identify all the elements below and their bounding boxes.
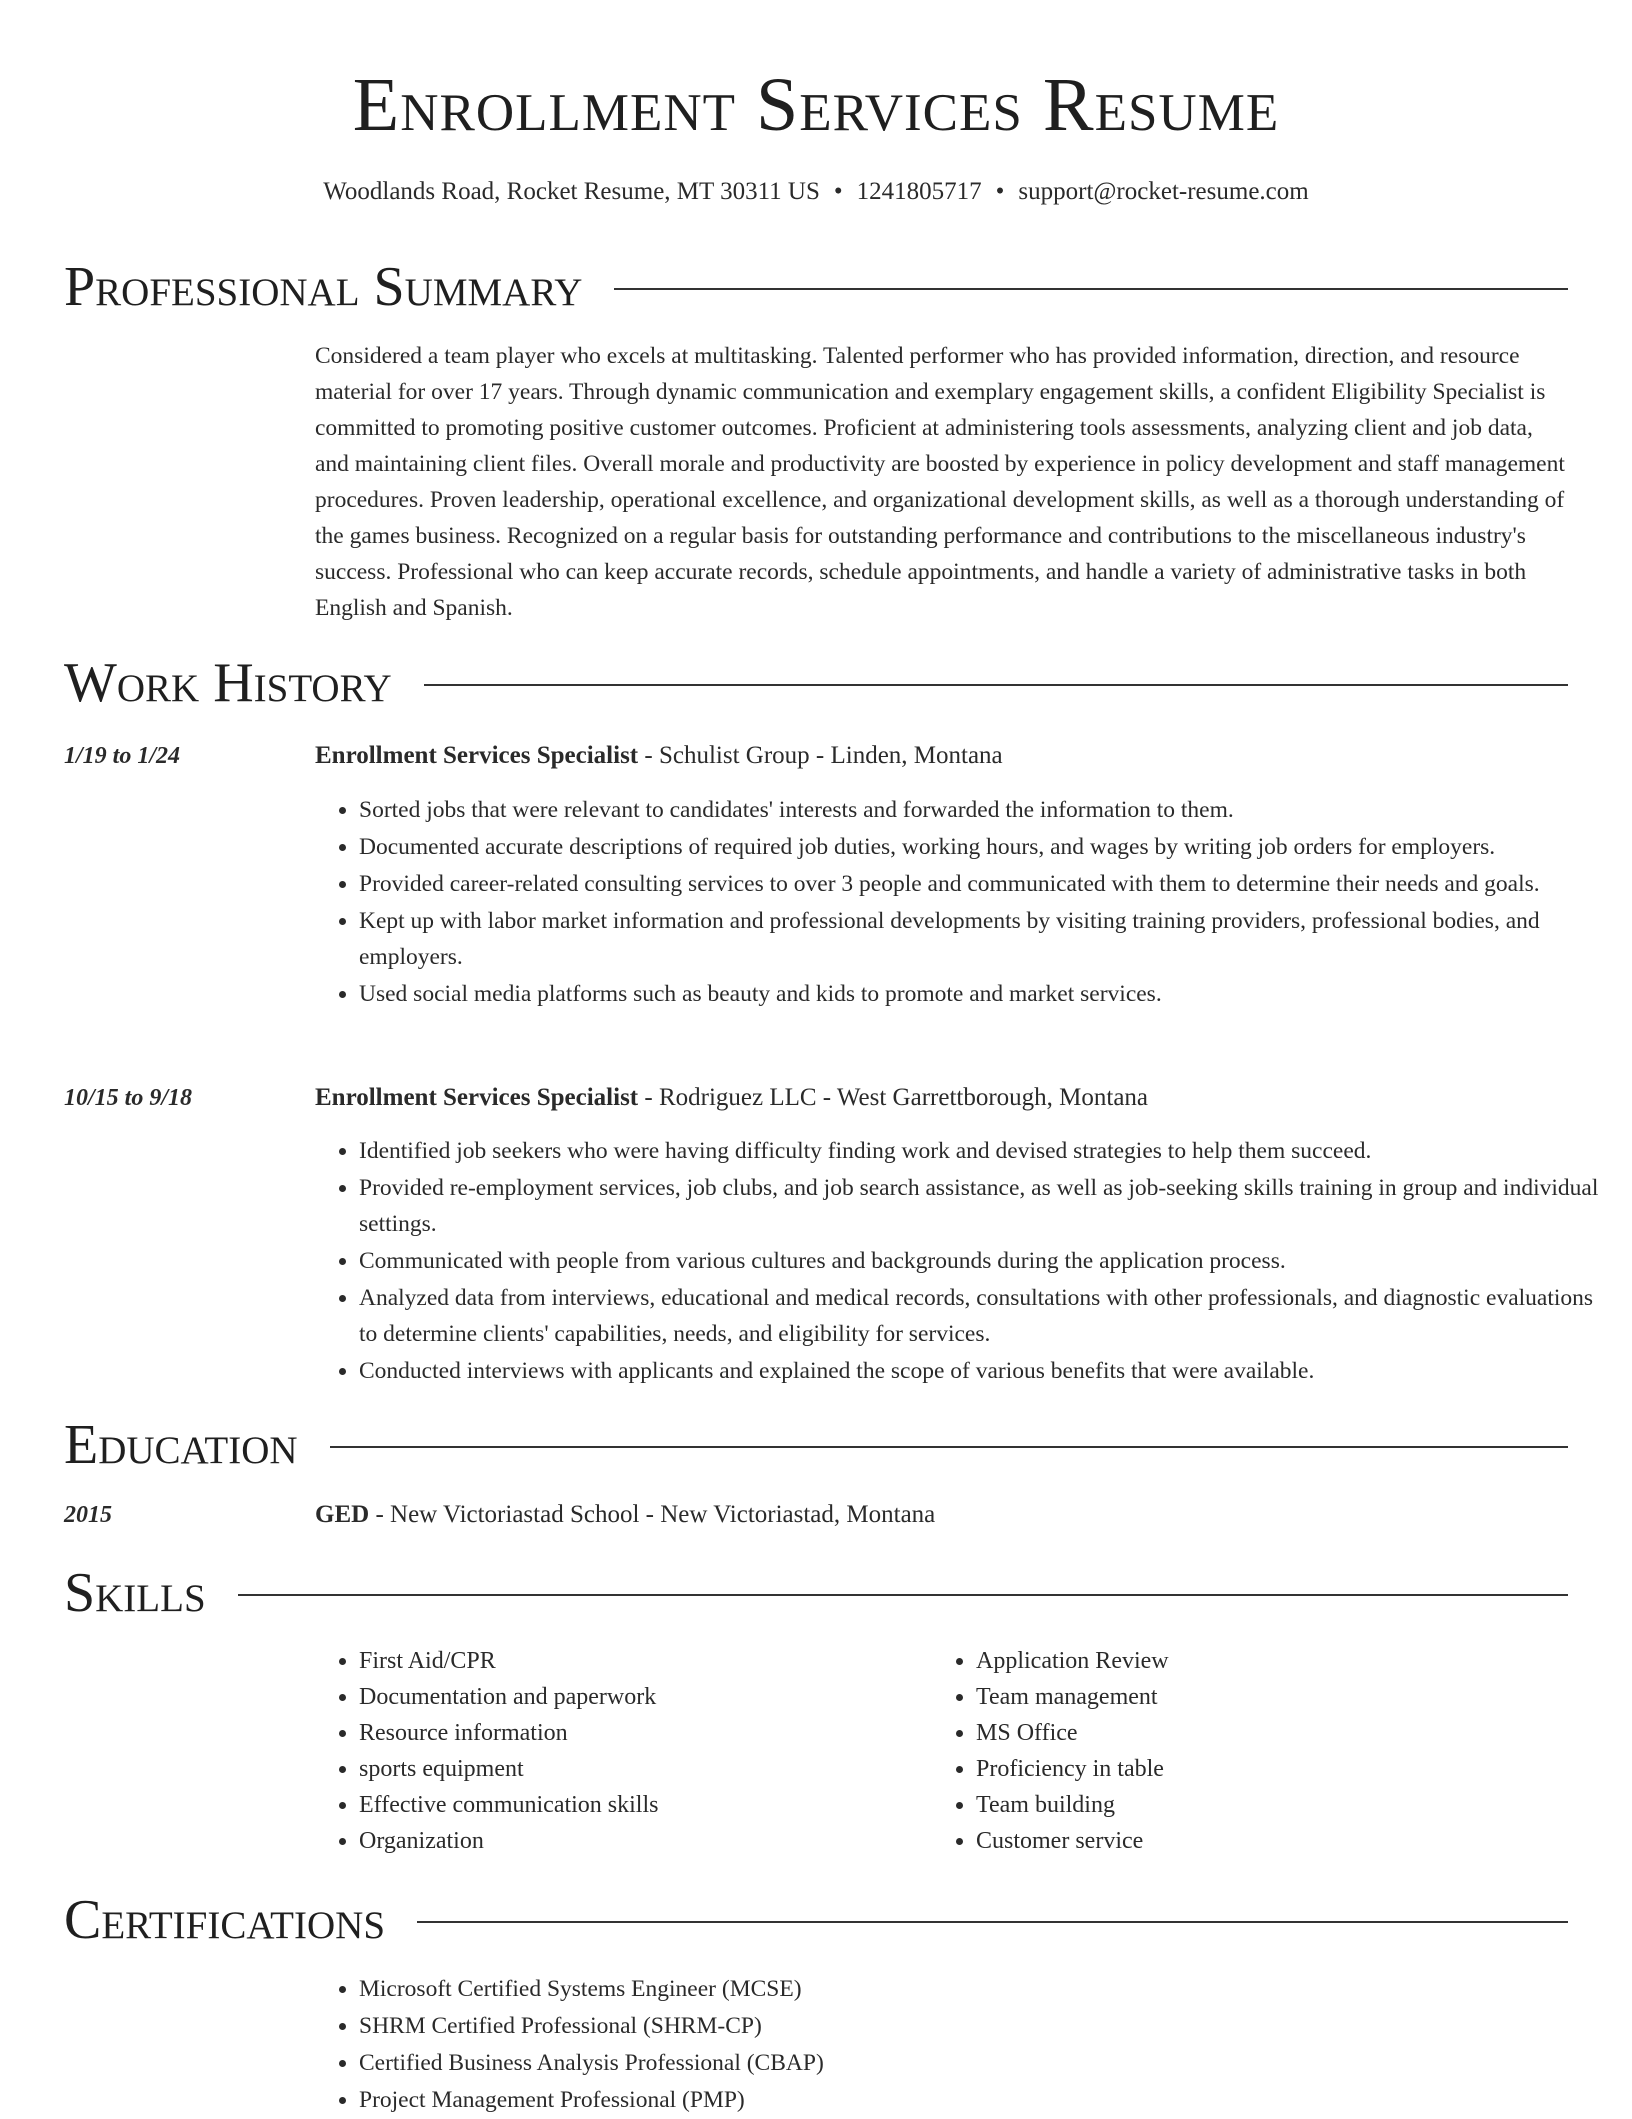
- list-item: • MS Office: [976, 1715, 1549, 1751]
- job-duties-list: [315, 1133, 1612, 1390]
- contact-email[interactable]: support@rocket-resume.com: [1018, 178, 1309, 205]
- list-item: • Conducted interviews with applicants and explained the scope of various benefits that were available.: [359, 1353, 1612, 1389]
- section-header-certifications: [64, 1888, 1568, 1952]
- job-title: Enrollment Services Specialist: [315, 742, 639, 769]
- contact-line: [64, 174, 1568, 210]
- list-item: • Application Review: [976, 1643, 1549, 1679]
- section-divider: [424, 684, 1568, 686]
- section-header-summary: [64, 255, 1568, 319]
- education-degree: GED: [315, 1501, 370, 1528]
- contact-separator: •: [995, 178, 1005, 205]
- section-header-education: [64, 1413, 1568, 1477]
- list-item: • Customer service: [976, 1823, 1549, 1859]
- list-item: • Identified job seekers who were having difficulty finding work and devised strategies to help them succeed.: [359, 1133, 1612, 1169]
- job-title: Enrollment Services Specialist: [315, 1084, 639, 1111]
- section-divider: [614, 288, 1568, 290]
- list-item: • Provided career-related consulting services to over 3 people and communicated with them to determine their needs and goals.: [359, 866, 1612, 902]
- list-item: • First Aid/CPR: [359, 1643, 932, 1679]
- section-divider: [330, 1446, 1568, 1448]
- section-title-skills: Skills: [64, 1562, 206, 1624]
- section-divider: [238, 1594, 1568, 1596]
- list-item: • Analyzed data from interviews, educational and medical records, consultations with other professionals, and diagnostic evaluations to determine clients' capabilities, needs, and eligibility for services.: [359, 1280, 1612, 1352]
- section-header-skills: [64, 1561, 1568, 1625]
- resume-title: Enrollment Services Resume: [352, 63, 1280, 147]
- job-heading: [315, 1080, 1568, 1116]
- list-item: • sports equipment: [359, 1751, 932, 1787]
- certifications-list: [315, 1971, 1612, 2119]
- list-item: • Resource information: [359, 1715, 932, 1751]
- summary-text: Considered a team player who excels at multitasking. Talented performer who has provided information, direction, and resource material for over 17 years. Through dynamic communication and exemplary engagement skills, a confident Eligibility Specialist is committed to promoting positive customer outcomes. Proficient at administering tools assessments, analyzing client and job data, and maintaining client files. Overall morale and productivity are boosted by experience in policy development and staff management procedures. Proven leadership, operational excellence, and organizational development skills, as well as a thorough understanding of the games business. Recognized on a regular basis for outstanding performance and contributions to the miscellaneous industry's success. Professional who can keep accurate records, schedule appointments, and handle a variety of administrative tasks in both English and Spanish.: [315, 343, 1565, 621]
- education-school: - New Victoriastad School - New Victoriastad, Montana: [369, 1501, 936, 1528]
- list-item: • Documentation and paperwork: [359, 1679, 932, 1715]
- job-dates: 10/15 to 9/18: [64, 1085, 193, 1111]
- skills-list-right: [932, 1643, 1549, 1859]
- list-item: • Project Management Professional (PMP): [359, 2082, 1612, 2118]
- job-duties-list: [315, 792, 1612, 1013]
- list-item: • Used social media platforms such as beauty and kids to promote and market services.: [359, 976, 1612, 1012]
- education-year: 2015: [64, 1502, 112, 1528]
- section-divider: [417, 1921, 1568, 1923]
- list-item: • Communicated with people from various cultures and backgrounds during the application process.: [359, 1243, 1612, 1279]
- skills-list-left: [315, 1643, 932, 1859]
- job-heading: [315, 738, 1568, 774]
- list-item: • Proficiency in table: [976, 1751, 1549, 1787]
- skills-columns: [315, 1643, 1568, 1859]
- job-dates: 1/19 to 1/24: [64, 743, 181, 769]
- list-item: • Effective communication skills: [359, 1787, 932, 1823]
- section-title-certifications: Certifications: [64, 1889, 386, 1951]
- list-item: • Kept up with labor market information and professional developments by visiting training providers, professional bodies, and employers.: [359, 903, 1612, 975]
- list-item: • Documented accurate descriptions of required job duties, working hours, and wages by writing job orders for employers.: [359, 829, 1612, 865]
- job-employer: - Schulist Group - Linden, Montana: [638, 742, 1003, 769]
- contact-phone: 1241805717: [856, 178, 982, 205]
- section-title-summary: Professional Summary: [64, 256, 583, 318]
- list-item: • Team building: [976, 1787, 1549, 1823]
- list-item: • Microsoft Certified Systems Engineer (MCSE): [359, 1971, 1612, 2007]
- list-item: • Certified Business Analysis Professional (CBAP): [359, 2045, 1612, 2081]
- list-item: • Organization: [359, 1823, 932, 1859]
- list-item: • Sorted jobs that were relevant to candidates' interests and forwarded the information to them.: [359, 792, 1612, 828]
- job-employer: - Rodriguez LLC - West Garrettborough, Montana: [638, 1084, 1149, 1111]
- section-title-work-history: Work History: [64, 652, 392, 714]
- section-title-education: Education: [64, 1414, 298, 1476]
- contact-address: Woodlands Road, Rocket Resume, MT 30311 US: [323, 178, 820, 205]
- education-heading: [315, 1497, 1568, 1533]
- list-item: • SHRM Certified Professional (SHRM-CP): [359, 2008, 1612, 2044]
- contact-separator: •: [833, 178, 843, 205]
- list-item: • Provided re-employment services, job clubs, and job search assistance, as well as job-seeking skills training in group and individual settings.: [359, 1170, 1612, 1242]
- list-item: • Team management: [976, 1679, 1549, 1715]
- section-header-work-history: [64, 651, 1568, 715]
